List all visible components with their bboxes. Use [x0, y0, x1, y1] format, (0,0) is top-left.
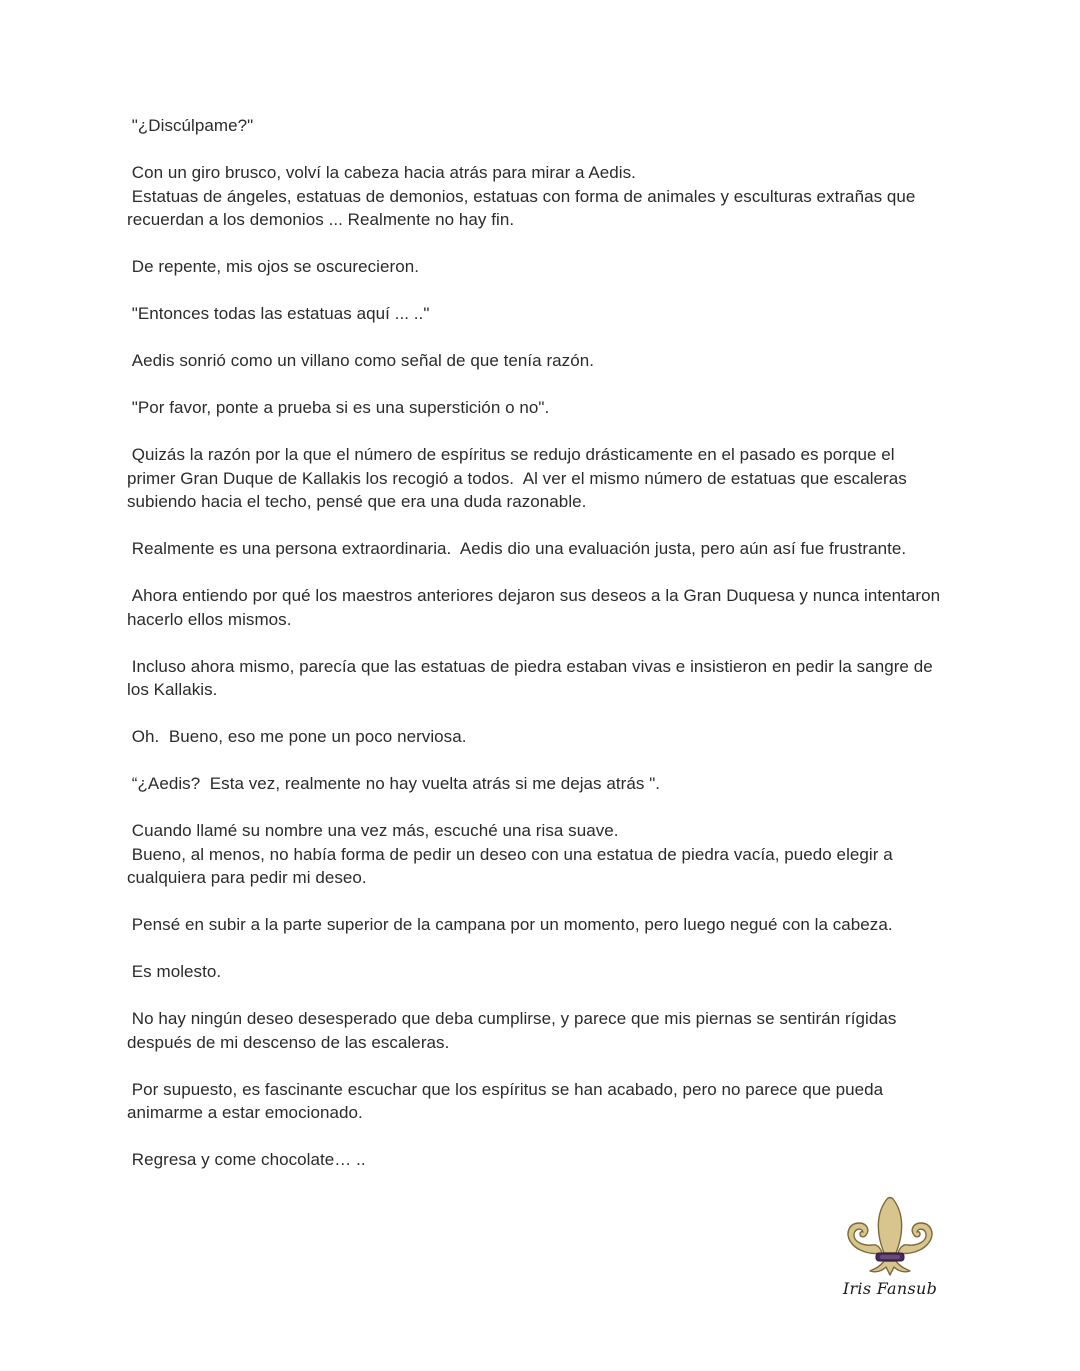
paragraph-line: "Por favor, ponte a prueba si es una superstición o no". — [127, 398, 550, 417]
paragraph — [127, 114, 947, 138]
paragraph — [127, 443, 947, 514]
paragraph-line: Estatuas de ángeles, estatuas de demonios, estatuas con forma de animales y esculturas extrañas que recuerdan a los demonios ... Realmente no hay fin. — [127, 186, 921, 229]
paragraph — [127, 655, 947, 702]
paragraph-line: Realmente es una persona extraordinaria. Aedis dio una evaluación justa, pero aún así fue frustrante. — [127, 539, 907, 558]
paragraph-line: Regresa y come chocolate… .. — [127, 1150, 366, 1169]
paragraph-line: Oh. Bueno, eso me pone un poco nerviosa. — [127, 727, 467, 746]
paragraph-line: Quizás la razón por la que el número de espíritus se redujo drásticamente en el pasado es porque el primer Gran Duque de Kallakis los recogió a todos. Al ver el mismo número de estatuas que escaleras subiendo hacia el techo, pensé que era una duda razonable. — [127, 445, 912, 511]
paragraph — [127, 302, 947, 326]
watermark-logo — [840, 1195, 940, 1305]
paragraph-line: Por supuesto, es fascinante escuchar que los espíritus se han acabado, pero no parece que pueda animarme a estar emocionado. — [127, 1079, 888, 1122]
paragraph-line: Ahora entiendo por qué los maestros anteriores dejaron sus deseos a la Gran Duquesa y nunca intentaron hacerlo ellos mismos. — [127, 586, 945, 629]
paragraph — [127, 255, 947, 279]
paragraph — [127, 584, 947, 631]
paragraph — [127, 725, 947, 749]
paragraph-line: Pensé en subir a la parte superior de la campana por un momento, pero luego negué con la cabeza. — [127, 915, 893, 934]
paragraph-line: "¿Discúlpame?" — [127, 116, 254, 135]
paragraph-line: Con un giro brusco, volví la cabeza hacia atrás para mirar a Aedis. — [127, 163, 636, 182]
paragraph — [127, 396, 947, 420]
paragraph — [127, 1078, 947, 1125]
paragraph-line: Incluso ahora mismo, parecía que las estatuas de piedra estaban vivas e insistieron en pedir la sangre de los Kallakis. — [127, 656, 938, 699]
watermark-text: Iris Fansub — [842, 1279, 938, 1298]
paragraph-line: Bueno, al menos, no había forma de pedir un deseo con una estatua de piedra vacía, puedo elegir a cualquiera para pedir mi deseo. — [127, 844, 898, 887]
paragraph-line: No hay ningún deseo desesperado que deba cumplirse, y parece que mis piernas se sentirán rígidas después de mi descenso de las escaleras. — [127, 1009, 902, 1052]
paragraph-line: Es molesto. — [127, 962, 222, 981]
paragraph — [127, 960, 947, 984]
paragraph-line: Aedis sonrió como un villano como señal de que tenía razón. — [127, 351, 595, 370]
paragraph-line: De repente, mis ojos se oscurecieron. — [127, 257, 419, 276]
paragraph — [127, 537, 947, 561]
paragraph — [127, 161, 947, 232]
paragraph — [127, 819, 947, 890]
paragraph — [127, 349, 947, 373]
paragraph-line: “¿Aedis? Esta vez, realmente no hay vuelta atrás si me dejas atrás ". — [127, 774, 661, 793]
document-body — [127, 114, 947, 1195]
paragraph-line: "Entonces todas las estatuas aquí ... .." — [127, 304, 430, 323]
paragraph — [127, 772, 947, 796]
paragraph — [127, 1148, 947, 1172]
fleur-de-lis-icon — [840, 1195, 940, 1280]
paragraph — [127, 1007, 947, 1054]
paragraph-line: Cuando llamé su nombre una vez más, escuché una risa suave. — [127, 821, 619, 840]
paragraph — [127, 913, 947, 937]
